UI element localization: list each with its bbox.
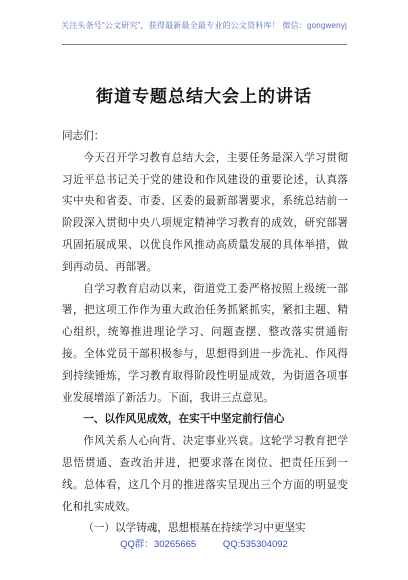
salutation: 同志们： — [62, 130, 105, 142]
section-heading-1: 一、以作风见成效，在实干中坚定前行信心 — [83, 413, 285, 426]
subsection-heading-1: （一）以学铸魂，思想根基在持续学习中更坚实 — [83, 522, 306, 535]
footer-qq: QQ:535304092 — [222, 539, 288, 550]
paragraph-2: 自学习教育启动以来，街道党工委严格按照上级统一部署，把这项工作作为重大政治任务抓紧抓实，紧扣主题、精心组织，统筹推进理论学习、问题查摆、整改落实贯通衔接。全体党员干部积极参与，思想得到进一步洗礼、作风得到持续锤炼，学习教育取得阶段性明显成效，为街道各项事业发展增添了新活力。下面，我讲三点意见。 — [62, 282, 348, 404]
footer-qq-group: QQ群：30265665 — [120, 539, 197, 550]
header-divider — [62, 44, 347, 45]
paragraph-3: 作风关系人心向背、决定事业兴衰。这轮学习教育把学思悟贯通、查改治并进，把要求落在岗位、把责任压到一线。总体看，这几个月的推进落实呈现出三个方面的明显变化和扎实成效。 — [62, 435, 348, 513]
header-banner: 关注头条号“公文研究”，获得最新最全最专业的公文资料库！ 微信：gongwenyj — [61, 21, 347, 30]
paragraph-1: 今天召开学习教育总结大会，主要任务是深入学习贯彻习近平总书记关于党的建设和作风建设的重要论述，认真落实中央和省委、市委、区委的最新部署要求，系统总结前一阶段深入贯彻中央八项规定精神学习教育的成效，研究部署巩固拓展成果、以优良作风推动高质量发展的具体举措，做到再动员、再部署。 — [62, 151, 348, 273]
document-body — [62, 126, 348, 540]
document-title: 街道专题总结大会上的讲话 — [96, 87, 312, 107]
footer-contact — [0, 536, 408, 550]
